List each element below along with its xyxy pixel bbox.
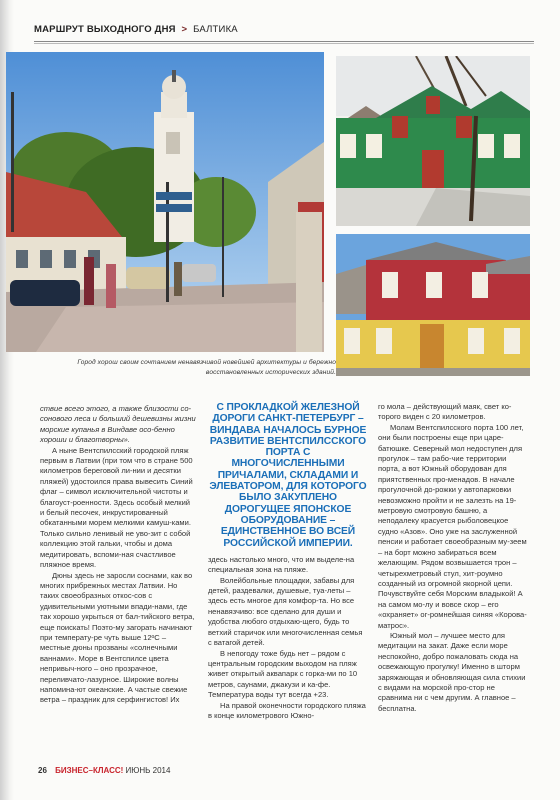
- column1-paragraph: А ныне Вентспилсский городской пляж первым в Латвии (при том что в стране 500 километров береговой ли-нии и десятки пляжей) удостоился права вывесить Синий флаг – символ исключительной чистоты и благоуст-роенности. Здесь особый мелкий и белый песочек, инкрустированный обкатанными морем мелкими камуш-ками. Только сильно ленивый не уво-зит с собой коллекцию этой гальки, чтобы и дома медитировать, вспоми-ная счастливое пляжное время.: [40, 445, 193, 570]
- header-title: МАРШРУТ ВЫХОДНОГО ДНЯ: [34, 24, 176, 35]
- text-column-2: [208, 402, 368, 721]
- pull-quote: С ПРОКЛАДКОЙ ЖЕЛЕЗНОЙ ДОРОГИ САНКТ-ПЕТЕРБУРГ – ВИНДАВА НАЧАЛОСЬ БУРНОЕ РАЗВИТИЕ ВЕНТСПИЛССКОГО ПОРТА С МНОГОЧИСЛЕННЫМИ ПРИЧАЛАМИ, СКЛАДАМИ И ЭЛЕВАТОРОМ, ДЛЯ КОТОРОГО БЫЛО ЗАКУПЛЕНО ДОРОГУЩЕЕ ЯПОНСКОЕ ОБОРУДОВАНИЕ – ЕДИНСТВЕННОЕ ВО ВСЕЙ РОССИЙСКОЙ ИМПЕРИИ.: [209, 402, 367, 549]
- column2-paragraph: На правой оконечности городского пляжа в конце километрового Южно-: [208, 700, 366, 720]
- magazine-name: БИЗНЕС–КЛАСС!: [55, 766, 124, 775]
- column3-paragraph: Молам Вентспилсского порта 100 лет, они были построены еще при царе-батюшке. Северный мол недоступен для прогулок – там рабо-чие территории порта, а вот Южный оборудован для приятственных про-менадов. В начале прогулочной до-рожки у автопарковки невозможно пройти и не залезть на 19-метровую смотровую башню, а неподалеку красуется рыболовецкое судно «Азов». Оно уже на заслуженной пенсии и работает своеобразным му-зеем – на борт можно забираться всем желающим. Рядом возвышается трон – четырехметровый стул, хит-роумно созданный из огромной якорной цепи. Почувствуйте себя Морским владыкой! А на самом мо-лу и вовсе скор – его «охраняет» ог-ромнейшая синяя «Корова-матрос».: [378, 422, 527, 630]
- column1-paragraph: Дюны здесь не заросли соснами, как во многих прибрежных местах Латвии. Но таких своеобразных откос-сов с удивительными уютными впади-нами, где так хорошо укрыться от бал-тийского ветра, еще поискать! Поэто-му загорать начинают при температу-ре чуть выше 12ºС – местные дюны прозваны «солнечными ваннами». Море в Вентспилсе цвета непривыч-ного – оно прозрачное, переливчато-лазурное. Широкие волны напомина-ют океанские. А частые свежие ветра – праздник для серфингистов! Их: [40, 570, 195, 705]
- column3-paragraph: Южный мол – лучшее место для медитации на закат. Даже если море неспокойно, добро пожаловать сюда на освежающую прогулку! Именно в шторм заряжающая и обновляющая сила стихии с видами на морской про-стор не сравнима ни с чем другим. А главное – бесплатна.: [378, 630, 526, 713]
- page-footer: [38, 766, 438, 775]
- photo-town-square: [6, 52, 324, 352]
- text-column-1: [40, 404, 196, 706]
- text-column-3: [378, 402, 530, 714]
- photo-green-house: [336, 56, 530, 226]
- column2-paragraph: здесь настолько много, что им выделе-на специальная зона на пляже.: [208, 554, 355, 575]
- column1-intro: ствие всего этого, а также близости со-сонового леса и больший дешевизны жизни морские купанья в Виндаве осо-бенно хороши и благотворны».: [40, 404, 196, 445]
- page-number: 26: [38, 766, 47, 775]
- column3-paragraph: го мола – действующий маяк, свет ко-торого виден с 20 километров.: [378, 402, 512, 422]
- header-separator: >: [181, 24, 188, 35]
- issue-date: ИЮНЬ 2014: [125, 766, 171, 775]
- photo-red-house: [336, 234, 530, 376]
- column2-paragraph: Волейбольные площадки, забавы для детей, раздевалки, душевые, туа-леты – здесь есть многое для комфор-та. Но все ненавязчиво: все сделано для души и удобства любого отдыхаю-щего, будь то ветхий старичок или многочисленная семья с ватагой детей.: [208, 575, 363, 648]
- column2-paragraph: В непогоду тоже будь нет – рядом с центральным городским выходом на пляж живет открытый аквапарк с горка-ми по 10 метров, саунами, джакузи и ка-фе. Температура воды тут всегда +23.: [208, 648, 358, 700]
- header-rule-secondary: [34, 43, 534, 44]
- header-section: БАЛТИКА: [193, 24, 238, 35]
- page-header: [34, 24, 534, 42]
- header-rule: [34, 41, 534, 42]
- photo-caption: Город хорош своим сочтанием ненавязчивой новейшей архитектуры и бережно восстановленных исторических зданий.: [77, 359, 336, 376]
